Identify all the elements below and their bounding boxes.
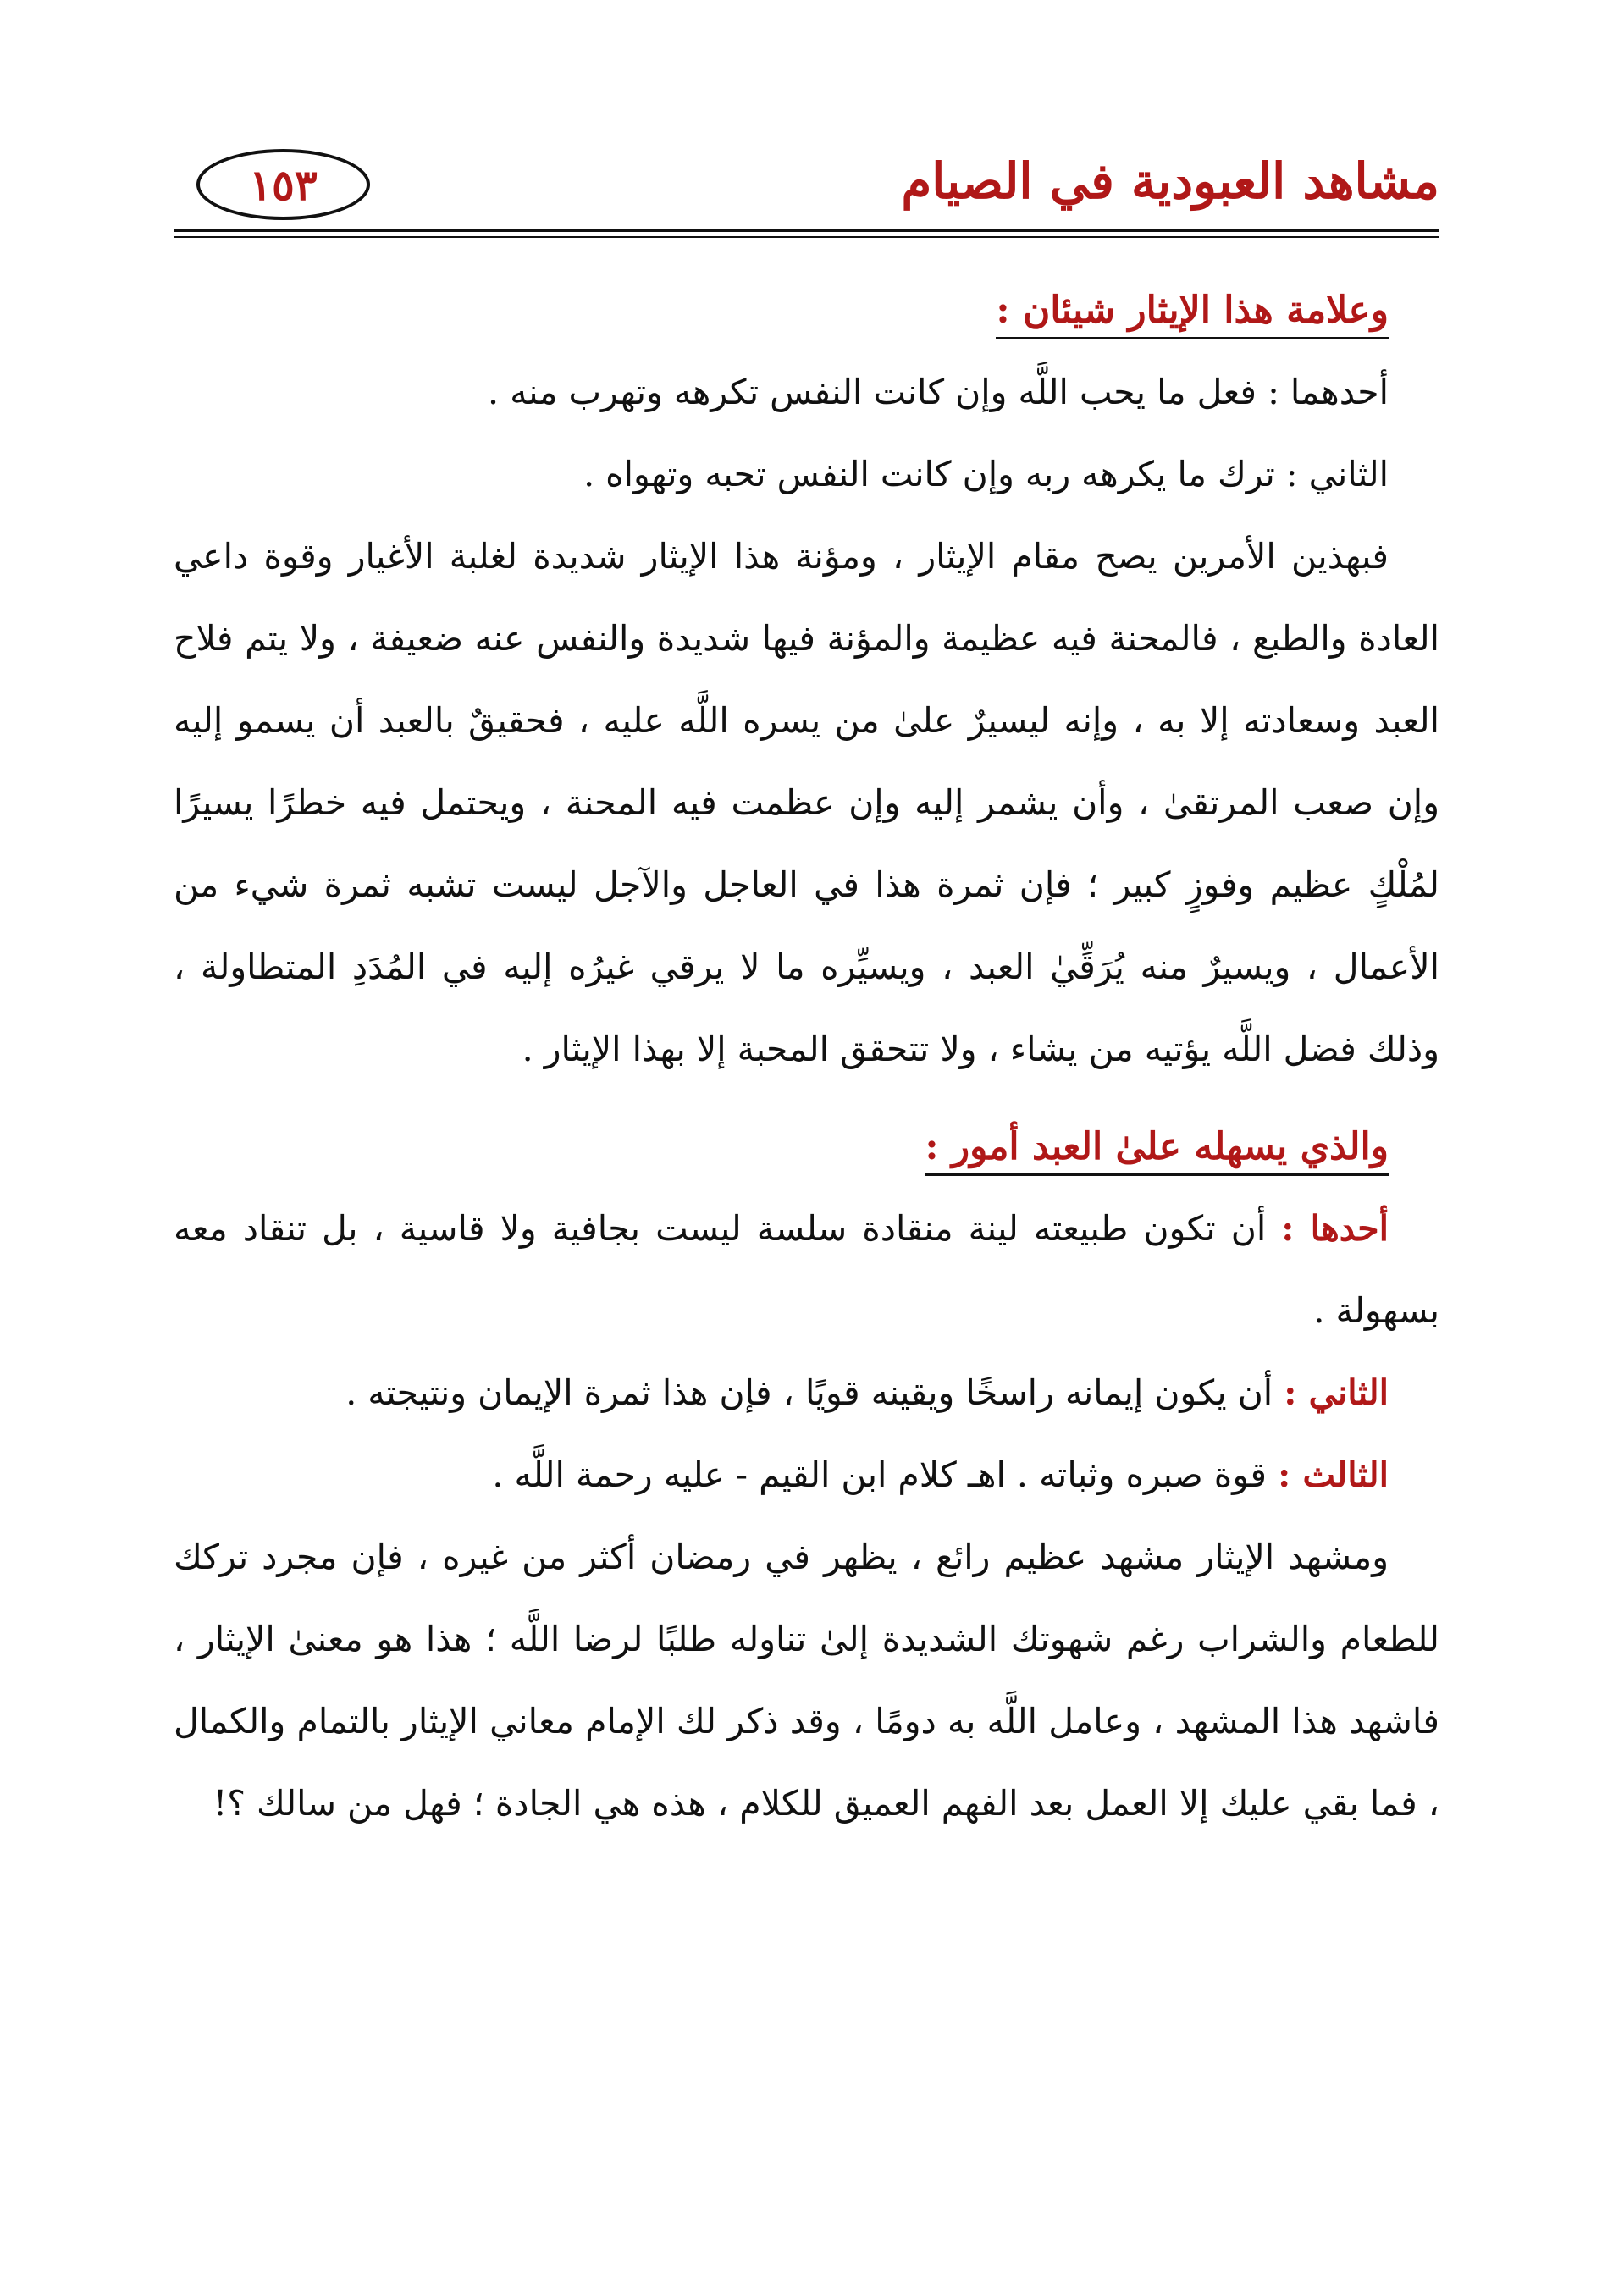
paragraph-ramadan-preference: ومشهد الإيثار مشهد عظيم رائع ، يظهر في رمضان أكثر من غيره ، فإن مجرد تركك للطعام والشراب رغم شهوتك الشديدة إلىٰ تناوله طلبًا لرضا اللَّه ؛ هذا هو معنىٰ الإيثار ، فاشهد هذا المشهد ، وعامل اللَّه به دومًا ، وقد ذكر لك الإمام معاني الإيثار بالتمام والكمال ، فما بقي عليك إلا العمل بعد الفهم العميق للكلام ، هذه هي الجادة ؛ فهل من سالك ؟! xyxy=(174,1537,1439,1824)
item-label: الثالث : xyxy=(1278,1454,1389,1495)
heading-text: وعلامة هذا الإيثار شيئان : xyxy=(996,289,1389,339)
facilitator-item-first xyxy=(174,1188,1439,1352)
header-rule-thick xyxy=(174,229,1439,232)
sign-item-first: أحدهما : فعل ما يحب اللَّه وإن كانت النفس تكرهه وتهرب منه . xyxy=(488,372,1389,412)
facilitator-item-second xyxy=(174,1352,1439,1434)
section-heading-facilitators xyxy=(174,1106,1439,1188)
page-number-badge: ١٥٣ xyxy=(196,149,370,220)
item-label: الثاني : xyxy=(1284,1372,1389,1413)
item-text: أن يكون إيمانه راسخًا ويقينه قويًا ، فإن هذا ثمرة الإيمان ونتيجته . xyxy=(345,1372,1284,1413)
item-label: أحدها : xyxy=(1281,1208,1389,1249)
sign-item-second: الثاني : ترك ما يكرهه ربه وإن كانت النفس تحبه وتهواه . xyxy=(583,454,1389,494)
item-text: قوة صبره وثباته . اهـ كلام ابن القيم - عليه رحمة اللَّه . xyxy=(492,1454,1279,1495)
facilitator-item-third xyxy=(174,1434,1439,1516)
running-title: مشاهد العبودية في الصيام xyxy=(901,152,1439,210)
page-body xyxy=(174,269,1439,1845)
header-rule-thin xyxy=(174,236,1439,238)
heading-text: والذي يسهله علىٰ العبد أمور : xyxy=(925,1125,1389,1176)
item-text: أن تكون طبيعته لينة منقادة سلسة ليست بجافية ولا قاسية ، بل تنقاد معه بسهولة . xyxy=(174,1208,1439,1331)
section-heading-signs xyxy=(174,269,1439,351)
page-header xyxy=(169,135,1439,229)
paragraph-preference: فبهذين الأمرين يصح مقام الإيثار ، ومؤنة هذا الإيثار شديدة لغلبة الأغيار وقوة داعي العادة والطبع ، فالمحنة فيه عظيمة والمؤنة فيها شديدة والنفس عنه ضعيفة ، ولا يتم فلاح العبد وسعادته إلا به ، وإنه ليسيرٌ علىٰ من يسره اللَّه عليه ، فحقيقٌ بالعبد أن يسمو إليه وإن صعب المرتقىٰ ، وأن يشمر إليه وإن عظمت فيه المحنة ، ويحتمل فيه خطرًا يسيرًا لمُلْكٍ عظيم وفوزٍ كبير ؛ فإن ثمرة هذا في العاجل والآجل ليست تشبه ثمرة شيء من الأعمال ، ويسيرٌ منه يُرَقِّيٰ العبد ، ويسيِّره ما لا يرقي غيرُه إليه في المُدَدِ المتطاولة ، وذلك فضل اللَّه يؤتيه من يشاء ، ولا تتحقق المحبة إلا بهذا الإيثار . xyxy=(174,536,1439,1069)
